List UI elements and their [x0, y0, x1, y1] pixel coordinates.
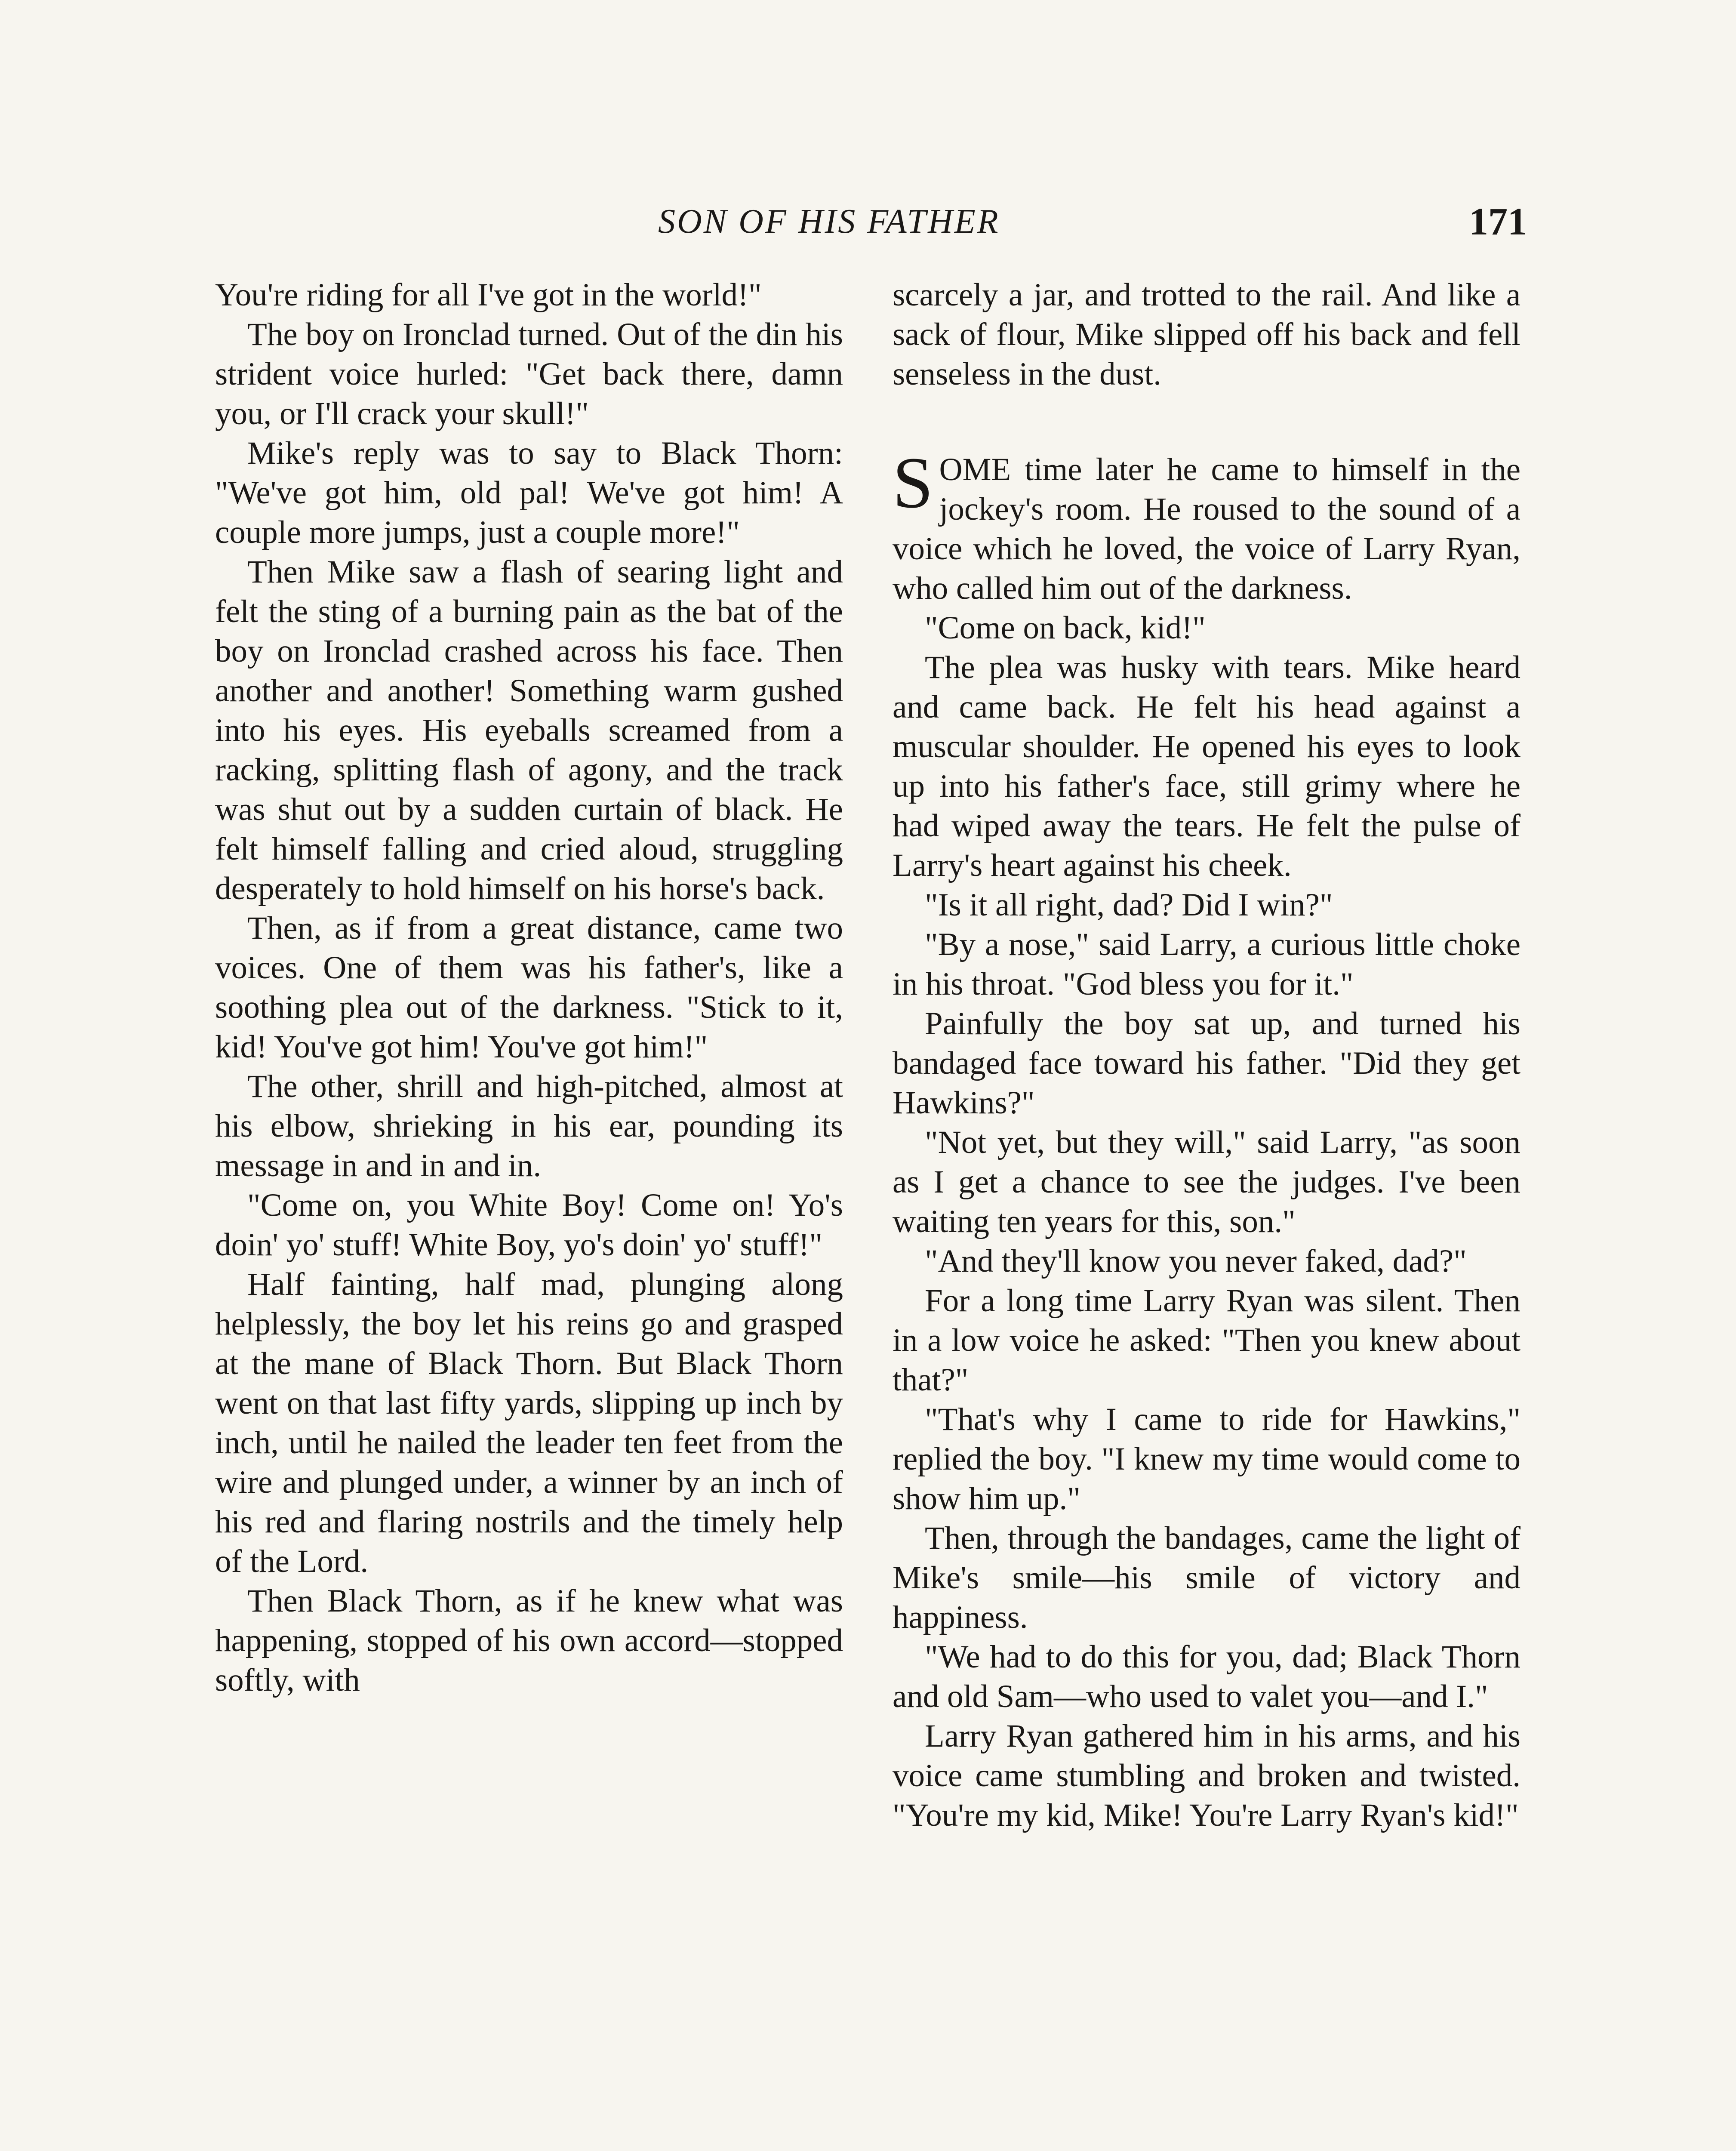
paragraph: "And they'll know you never faked, dad?" [925, 1243, 1467, 1279]
paragraph: Then, as if from a great distance, came two voices. One of them was his father's, like a soothing plea out of the darkness. "Stick to it, kid! You've got him! You've got him!" [215, 910, 843, 1065]
page-number: 171 [1469, 200, 1527, 243]
paragraph: The plea was husky with tears. Mike heard and came back. He felt his head against a muscular shoulder. He opened his eyes to look up into his father's face, still grimy where he had wiped away the tears. He felt the pulse of Larry's heart against his cheek. [893, 650, 1521, 883]
running-head [215, 202, 1527, 250]
paragraph: Half fainting, half mad, plunging along helplessly, the boy let his reins go and grasped at the mane of Black Thorn. But Black Thorn went on that last fifty yards, slipping up inch by inch, until he nailed the leader ten feet from the wire and plunged under, a winner by an inch of his red and flaring nostrils and the timely help of the Lord. [215, 1267, 843, 1579]
left-column [215, 275, 843, 1700]
paragraph: "We had to do this for you, dad; Black Thorn and old Sam—who used to valet you—and I." [893, 1639, 1521, 1714]
paragraph: "Is it all right, dad? Did I win?" [925, 887, 1333, 923]
paragraph: Then Black Thorn, as if he knew what was happening, stopped of his own accord—stopped softly, with [215, 1583, 843, 1698]
paragraph: Then Mike saw a flash of searing light and felt the sting of a burning pain as the bat of the boy on Ironclad crashed across his face. Then another and another! Something warm gushed into his eyes. His eyeballs screamed from a racking, splitting flash of agony, and the track was shut out by a sudden curtain of black. He felt himself falling and cried aloud, struggling desperately to hold himself on his horse's back. [215, 554, 843, 906]
paragraph: "Not yet, but they will," said Larry, "as soon as I get a chance to see the judges. I've been waiting ten years for this, son." [893, 1125, 1521, 1239]
section-first-text: OME time later he came to himself in the jockey's room. He roused to the sound of a voice which he loved, the voice of Larry Ryan, who called him out of the darkness. [893, 452, 1521, 606]
paragraph: scarcely a jar, and trotted to the rail. And like a sack of flour, Mike slipped off his back and fell senseless in the dust. [893, 277, 1521, 392]
paragraph: You're riding for all I've got in the world!" [215, 277, 762, 313]
right-column [893, 275, 1521, 1835]
paragraph: "By a nose," said Larry, a curious little choke in his throat. "God bless you for it." [893, 927, 1521, 1002]
paragraph: Then, through the bandages, came the light of Mike's smile—his smile of victory and happiness. [893, 1520, 1521, 1635]
paragraph: The other, shrill and high-pitched, almost at his elbow, shrieking in his ear, pounding its message in and in and in. [215, 1069, 843, 1183]
section-first-paragraph [893, 442, 1521, 608]
paragraph: Larry Ryan gathered him in his arms, and his voice came stumbling and broken and twisted. "You're my kid, Mike! You're Larry Ryan's kid!" [893, 1718, 1521, 1833]
paragraph: "Come on, you White Boy! Come on! Yo's doin' yo' stuff! White Boy, yo's doin' yo' stuff!" [215, 1187, 843, 1263]
running-title: SON OF HIS FATHER [658, 203, 1000, 240]
paragraph: "Come on back, kid!" [925, 610, 1206, 646]
paragraph: The boy on Ironclad turned. Out of the din his strident voice hurled: "Get back there, damn you, or I'll crack your skull!" [215, 317, 843, 431]
paragraph: For a long time Larry Ryan was silent. Then in a low voice he asked: "Then you knew about that?" [893, 1283, 1521, 1398]
paragraph: Mike's reply was to say to Black Thorn: "We've got him, old pal! We've got him! A couple more jumps, just a couple more!" [215, 435, 843, 550]
paragraph: Painfully the boy sat up, and turned his bandaged face toward his father. "Did they get Hawkins?" [893, 1006, 1521, 1121]
drop-cap: S [893, 442, 933, 523]
paragraph: "That's why I came to ride for Hawkins," replied the boy. "I knew my time would come to show him up." [893, 1402, 1521, 1516]
